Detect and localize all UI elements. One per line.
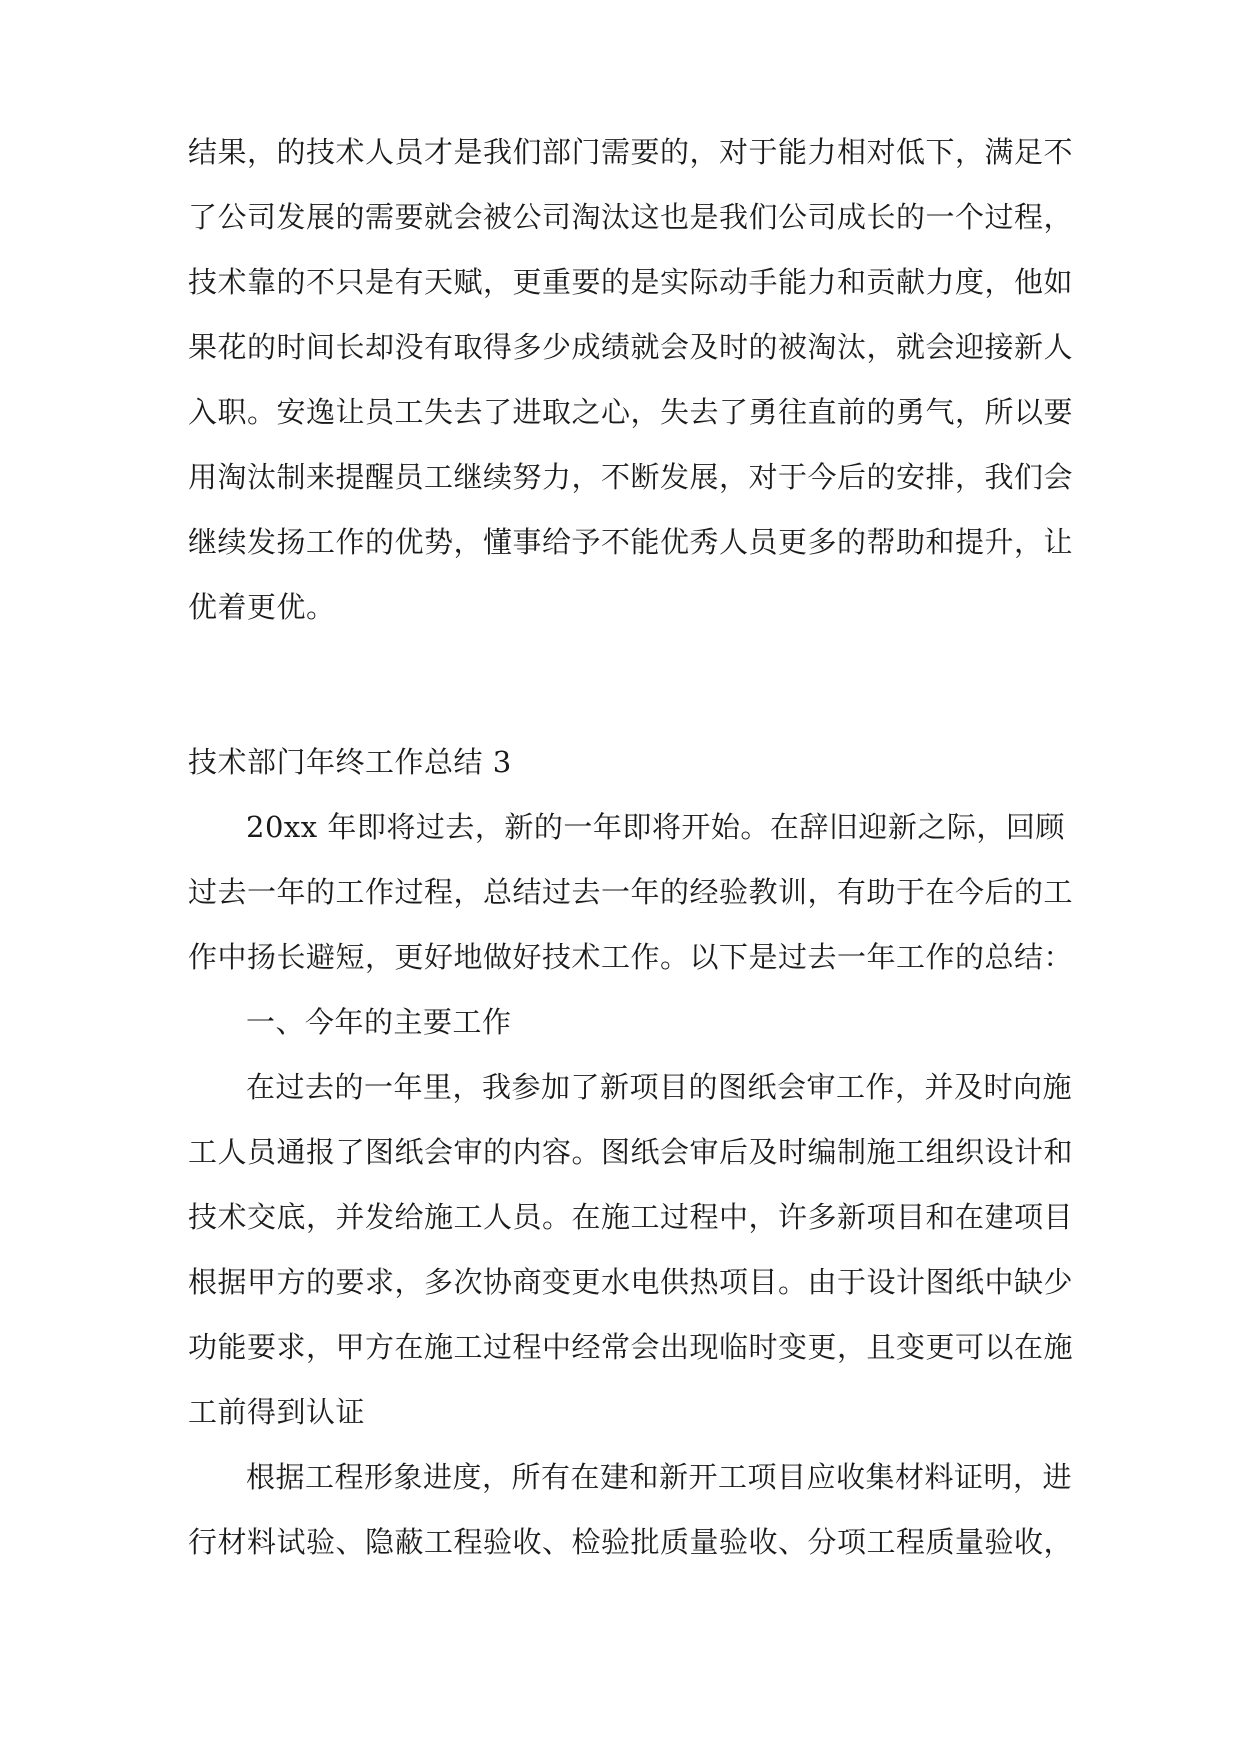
text-line: 了公司发展的需要就会被公司淘汰这也是我们公司成长的一个过程， [188, 200, 1074, 234]
text-line: 根据甲方的要求，多次协商变更水电供热项目。由于设计图纸中缺少 [188, 1265, 1074, 1299]
text-line: 行材料试验、隐蔽工程验收、检验批质量验收、分项工程质量验收， [188, 1525, 1074, 1559]
text-line: 20xx 年即将过去，新的一年即将开始。在辞旧迎新之际，回顾 [246, 810, 1065, 844]
text-line: 入职。安逸让员工失去了进取之心，失去了勇往直前的勇气，所以要 [188, 395, 1074, 429]
subheading [188, 990, 1058, 1055]
section-title: 技术部门年终工作总结 3 [188, 745, 512, 779]
text-line: 优着更优。 [188, 590, 336, 624]
text-line: 功能要求，甲方在施工过程中经常会出现临时变更，且变更可以在施 [188, 1330, 1074, 1364]
text-line: 用淘汰制来提醒员工继续努力，不断发展，对于今后的安排，我们会 [188, 460, 1074, 494]
continuation-paragraph [188, 120, 1074, 640]
text-line: 过去一年的工作过程，总结过去一年的经验教训，有助于在今后的工 [188, 875, 1074, 909]
intro-paragraph [188, 795, 1074, 990]
work-paragraph-1 [188, 1055, 1074, 1445]
text-line: 作中扬长避短，更好地做好技术工作。以下是过去一年工作的总结： [188, 940, 1074, 974]
text-line: 工人员通报了图纸会审的内容。图纸会审后及时编制施工组织设计和 [188, 1135, 1074, 1169]
work-paragraph-2 [188, 1445, 1074, 1575]
text-line: 结果，的技术人员才是我们部门需要的，对于能力相对低下，满足不 [188, 135, 1074, 169]
text-line: 果花的时间长却没有取得多少成绩就会及时的被淘汰，就会迎接新人 [188, 330, 1074, 364]
text-line: 工前得到认证 [188, 1395, 366, 1429]
subheading-text: 一、今年的主要工作 [246, 1005, 512, 1039]
text-line: 技术靠的不只是有天赋，更重要的是实际动手能力和贡献力度，他如 [188, 265, 1074, 299]
section-heading [188, 730, 1058, 795]
text-line: 根据工程形象进度，所有在建和新开工项目应收集材料证明，进 [246, 1460, 1073, 1494]
text-line: 继续发扬工作的优势，懂事给予不能优秀人员更多的帮助和提升，让 [188, 525, 1074, 559]
text-line: 技术交底，并发给施工人员。在施工过程中，许多新项目和在建项目 [188, 1200, 1074, 1234]
text-line: 在过去的一年里，我参加了新项目的图纸会审工作，并及时向施 [246, 1070, 1073, 1104]
